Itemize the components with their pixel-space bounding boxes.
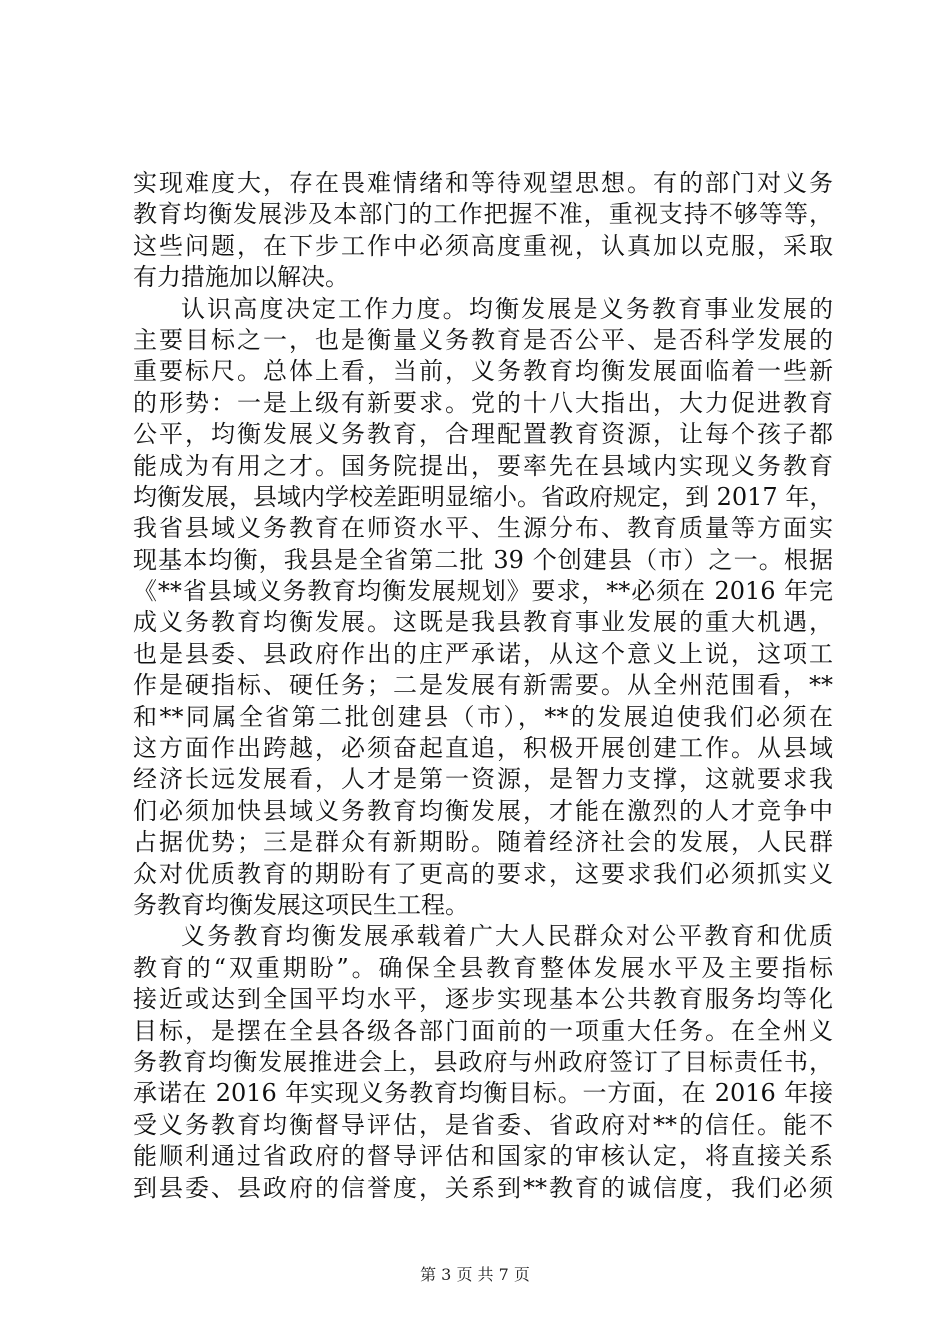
text-line: 的形势：一是上级有新要求。党的十八大指出，大力促进教育 (133, 388, 833, 417)
text-line: 这方面作出跨越，必须奋起直追，积极开展创建工作。从县域 (133, 734, 833, 763)
text-line: 承诺在 2016 年实现义务教育均衡目标。一方面，在 2016 年接 (133, 1079, 833, 1108)
text-line: 我省县域义务教育在师资水平、生源分布、教育质量等方面实 (133, 514, 833, 543)
text-line: 受义务教育均衡督导评估，是省委、省政府对**的信任。能不 (133, 1110, 833, 1139)
text-line: 和**同属全省第二批创建县（市），**的发展迫使我们必须在 (133, 702, 833, 731)
text-line: 教育均衡发展涉及本部门的工作把握不准，重视支持不够等等， (133, 200, 833, 229)
text-line: 们必须加快县域义务教育均衡发展，才能在激烈的人才竞争中 (133, 796, 833, 825)
text-line: 有力措施加以解决。 (133, 263, 349, 292)
text-line: 成义务教育均衡发展。这既是我县教育事业发展的重大机遇， (133, 608, 833, 637)
text-line: 义务教育均衡发展承载着广大人民群众对公平教育和优质 (181, 922, 833, 951)
text-line: 目标，是摆在全县各级各部门面前的一项重大任务。在全州义 (133, 1016, 833, 1045)
text-line: 作是硬指标、硬任务；二是发展有新需要。从全州范围看，** (133, 671, 833, 700)
text-line: 认识高度决定工作力度。均衡发展是义务教育事业发展的 (181, 294, 833, 323)
text-line: 均衡发展，县域内学校差距明显缩小。省政府规定，到 2017 年， (133, 482, 834, 511)
text-line: 重要标尺。总体上看，当前，义务教育均衡发展面临着一些新 (133, 357, 833, 386)
text-line: 到县委、县政府的信誉度，关系到**教育的诚信度，我们必须 (133, 1173, 833, 1202)
text-line: 实现难度大，存在畏难情绪和等待观望思想。有的部门对义务 (133, 169, 833, 197)
page-footer: 第 3 页 共 7 页 (420, 1265, 530, 1284)
text-line: 务教育均衡发展推进会上，县政府与州政府签订了目标责任书， (133, 1047, 833, 1076)
text-line: 这些问题，在下步工作中必须高度重视，认真加以克服，采取 (133, 231, 833, 260)
text-line: 主要目标之一，也是衡量义务教育是否公平、是否科学发展的 (133, 325, 833, 354)
text-line: 能成为有用之才。国务院提出，要率先在县域内实现义务教育 (133, 451, 833, 480)
document-body (133, 168, 833, 1204)
text-line: 务教育均衡发展这项民生工程。 (133, 890, 469, 919)
text-line: 公平，均衡发展义务教育，合理配置教育资源，让每个孩子都 (133, 420, 833, 449)
text-line: 教育的“双重期盼”。确保全县教育整体发展水平及主要指标 (133, 953, 833, 982)
text-line: 《**省县域义务教育均衡发展规划》要求，**必须在 2016 年完 (133, 577, 833, 606)
text-line: 能顺利通过省政府的督导评估和国家的审核认定，将直接关系 (133, 1142, 833, 1171)
text-line: 众对优质教育的期盼有了更高的要求，这要求我们必须抓实义 (133, 859, 833, 888)
text-line: 也是县委、县政府作出的庄严承诺，从这个意义上说，这项工 (133, 639, 833, 668)
text-line: 经济长远发展看，人才是第一资源，是智力支撑，这就要求我 (133, 765, 833, 794)
text-line: 占据优势；三是群众有新期盼。随着经济社会的发展，人民群 (133, 828, 833, 857)
text-line: 接近或达到全国平均水平，逐步实现基本公共教育服务均等化 (133, 985, 833, 1014)
text-line: 现基本均衡，我县是全省第二批 39 个创建县（市）之一。根据 (133, 545, 833, 574)
